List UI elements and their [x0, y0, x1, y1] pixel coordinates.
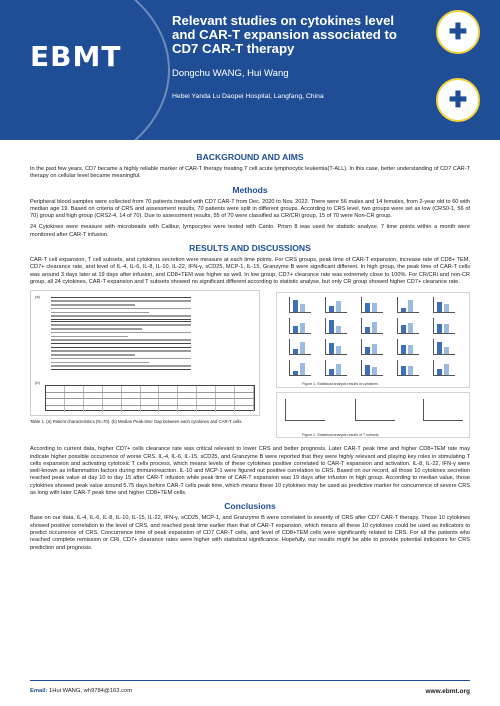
table-label-b: (b) [35, 380, 40, 386]
line-chart-thumbnail [423, 399, 463, 421]
background-text: In the past few years, CD7 became a highly reliable marker of CAR-T therapy treating T cell acute lymphocytic leukemia(T-ALL). In this case, better understanding of CD7 CAR-T therapy on cellular level became meaningful. [30, 166, 470, 180]
methods-heading: Methods [232, 184, 268, 195]
footer-divider [30, 680, 470, 681]
bar-mark [300, 323, 305, 334]
bar-mark [401, 366, 406, 375]
poster-title: Relevant studies on cytokines level and CAR-T expansion associated to CD7 CAR-T therapy [172, 13, 397, 56]
bar-mark [437, 324, 442, 334]
hospital-cross-icon: ✚ [448, 19, 468, 44]
results-text-1: CAR-T cell expansion, T cell subsets, and cytokines secretion were measure at each time points. For CRS groups, peak time of CAR-T expansion, increase rate of CD8+ TEM, CD7+ clearance rate, and level of IL-4, IL-6, IL-8, IL-10, IL-22, IFN-γ, sCD25, MCP-1, IL-15, Granzyme B were significant different. In high group, the peak time of CAR-T cells was around 3 days later at 19 days after infusion, and CD8+TEM was higher as well. In low group, CD7+ clearance rate was extremely close to 100%. For CR/CRi and non-CR group, all 24 cytokines, CAR-T expansion and T subsets showed no significant different according to statistic analyse, but only CR group showed higher CD7+ clearance rate. [30, 257, 470, 285]
bar-chart-thumbnail [289, 360, 311, 376]
results-text-2: According to current data, higher CD7+ cells clearance rate was critical relevant to lower CRS and better prognosis. Later CAR-T peak time and higher CD8+TEM rate may indicate higher possible occurrence of worse CRS. IL-4, IL-6, IL-15, sCD25, and Granzyme B were reported that they were highly relevant and playing key roles in stimulating T cells expansion and activating cytotoxic T cells process, which means levels of these cytokines positive correlated to CAR-T expansion and activation. IL-8, IL-22, IFN-γ were well-known as inflammation factors during immunoreaction. IL-10 and MCP-1 were figured out positive correlation to CRS. Based on our record, all those 10 cytokines secretion reached peak value at day 10 to day 15 after CAR-T infusion while peak time of CAR-T expansion was 19 days after infusion in high group. According to median value, those cytokines showed peak value around 5.75 days before CAR-T cells peak time, which means these 10 cytokines may be used as predictive marker for concurrence of severe CRS as long with later CAR-T peak time and higher CD8+TEM cells. [30, 446, 470, 497]
bar-mark [336, 301, 341, 312]
bar-mark [300, 304, 305, 312]
table-caption: Table 1. (a) Patient characteristics (N=70). (b) Median Peak-time Gap between each cytokines and CAR-T cells. [30, 419, 243, 425]
bar-mark [408, 345, 413, 355]
bar-mark [336, 326, 341, 333]
table-block-crs-high [51, 321, 191, 344]
bar-chart-thumbnail [433, 297, 455, 313]
bar-mark [401, 325, 406, 333]
bar-chart-thumbnail [289, 339, 311, 355]
bar-chart-thumbnail [361, 297, 383, 313]
bar-mark [408, 300, 413, 312]
poster-authors: Dongchu WANG, Hui Wang [172, 68, 289, 79]
statistics-figures [276, 292, 470, 440]
line-chart-thumbnail [285, 399, 325, 421]
bar-mark [437, 369, 442, 375]
bar-mark [293, 371, 298, 376]
bar-chart-thumbnail [325, 339, 347, 355]
bar-mark [437, 342, 442, 355]
bar-chart-thumbnail [397, 297, 419, 313]
bar-mark [401, 345, 406, 354]
hospital-seal-bottom [436, 78, 480, 122]
ebmt-logo: EBMT [30, 40, 122, 73]
bar-chart-thumbnail [397, 339, 419, 355]
bar-chart-thumbnail [433, 360, 455, 376]
bar-mark [329, 306, 334, 313]
bar-mark [408, 366, 413, 376]
cytokine-figure-panel [276, 292, 470, 388]
conclusions-text: Base on our data, IL-4, IL-6, IL-8, IL-10, IL-15, IL-22, IFN-γ, sCD25, MCP-1, and Granzyme B were correlated to severity of CRS after CD7 CAR-T therapy. Those 10 cytokines showed positive correlation to the level of CRS, and reached peak time earlier than that of CAR-T expansion, which means all these 10 cytokines could be used as indicators to predict occurrence of CRS. Concurrence time of peak expansion of CD7 CAR-T cells, and level of CD8+TEM cells were significantly related to CRS. For all the patients who reached complete remission or CRi, CD7+ clearance rates were higher with statistical significance. Hopefully, our results might be able to provide potential indicators for CRS prediction and prognosis. [30, 515, 470, 551]
peak-time-gap-table [45, 385, 255, 411]
bar-mark [372, 344, 377, 355]
bar-mark [329, 343, 334, 354]
methods-text-1: Peripheral blood samples were collected from 70 patients treated with CD7 CAR-T from Dec. 2020 to Nov. 2022. There were 56 males and 14 females, from 2-year old to 60 with median age 19. Based on criteria of CRS and assessment results, 70 patients were split in different groups. According to CRS level, two groups were set as low (CRS0-1, 56 of 70) group and high group (CRS2-4, 14 of 70). Due to assessment results, 55 of 70 were classified as CR/CRi group, 15 of 70 were Non-CR group. [30, 198, 470, 220]
bar-mark [365, 327, 370, 333]
bar-chart-thumbnail [325, 297, 347, 313]
bar-chart-thumbnail [289, 297, 311, 313]
figure2-caption: Figure 2. Statistical analysis results of T subsets [302, 433, 379, 438]
table-label-a: (a) [35, 294, 40, 300]
figures-area [30, 290, 470, 442]
website-link[interactable]: www.ebmt.org [425, 688, 470, 695]
bar-mark [372, 322, 377, 333]
bar-mark [437, 302, 442, 313]
poster-footer [0, 680, 500, 706]
t-subset-figure-panel [276, 392, 470, 438]
bar-chart-thumbnail [361, 360, 383, 376]
bar-chart-thumbnail [433, 318, 455, 334]
table-block-crs-low [51, 297, 191, 320]
bar-mark [365, 303, 370, 312]
line-chart-thumbnail [355, 399, 395, 421]
patient-characteristics-table [30, 290, 260, 416]
bar-mark [408, 323, 413, 333]
bar-chart-thumbnail [325, 360, 347, 376]
bar-chart-thumbnail [397, 318, 419, 334]
bar-mark [329, 369, 334, 376]
bar-chart-thumbnail [397, 360, 419, 376]
bar-mark [444, 364, 449, 375]
bar-mark [444, 324, 449, 333]
bar-chart-thumbnail [289, 318, 311, 334]
bar-mark [444, 347, 449, 354]
bar-mark [444, 304, 449, 313]
hospital-cross-icon: ✚ [448, 87, 468, 112]
hospital-seal-top [436, 10, 480, 54]
bar-chart-thumbnail [361, 318, 383, 334]
bar-mark [300, 342, 305, 354]
poster-header [0, 0, 500, 140]
email-label: Email: [30, 688, 48, 694]
background-heading: BACKGROUND AND AIMS [196, 152, 304, 162]
contact-email [30, 688, 132, 694]
bar-mark [372, 303, 377, 313]
poster-body [30, 148, 470, 556]
bar-chart-thumbnail [325, 318, 347, 334]
bar-chart-thumbnail [433, 339, 455, 355]
bar-mark [372, 367, 377, 376]
conclusions-heading: Conclusions [224, 501, 276, 512]
bar-mark [293, 300, 298, 312]
results-heading: RESULTS AND DISCUSSIONS [189, 243, 311, 254]
figure1-caption: Figure 1. Statistical analysis results of cytokines [302, 382, 379, 387]
poster-affiliation: Hebei Yanda Lu Daopei Hospital, Langfang, China [172, 93, 324, 100]
bar-mark [365, 347, 370, 355]
bar-mark [329, 320, 334, 334]
table-block-cr-cri [51, 347, 191, 370]
email-value: 1Hui WANG, wh9784@163.com [49, 688, 133, 694]
bar-mark [300, 363, 305, 375]
bar-chart-thumbnail [361, 339, 383, 355]
bar-mark [293, 326, 298, 334]
bar-mark [336, 346, 341, 354]
methods-text-2: 24 Cytokines were measure with microbeads with Calibur, lympocytes were tested with Canto. Prism 8 was used for statistic analyse. 7 time points within a month were monitored after CAR-T infusion. [30, 224, 470, 238]
bar-mark [293, 349, 298, 354]
bar-mark [401, 308, 406, 313]
bar-mark [336, 364, 341, 375]
bar-mark [365, 365, 370, 376]
